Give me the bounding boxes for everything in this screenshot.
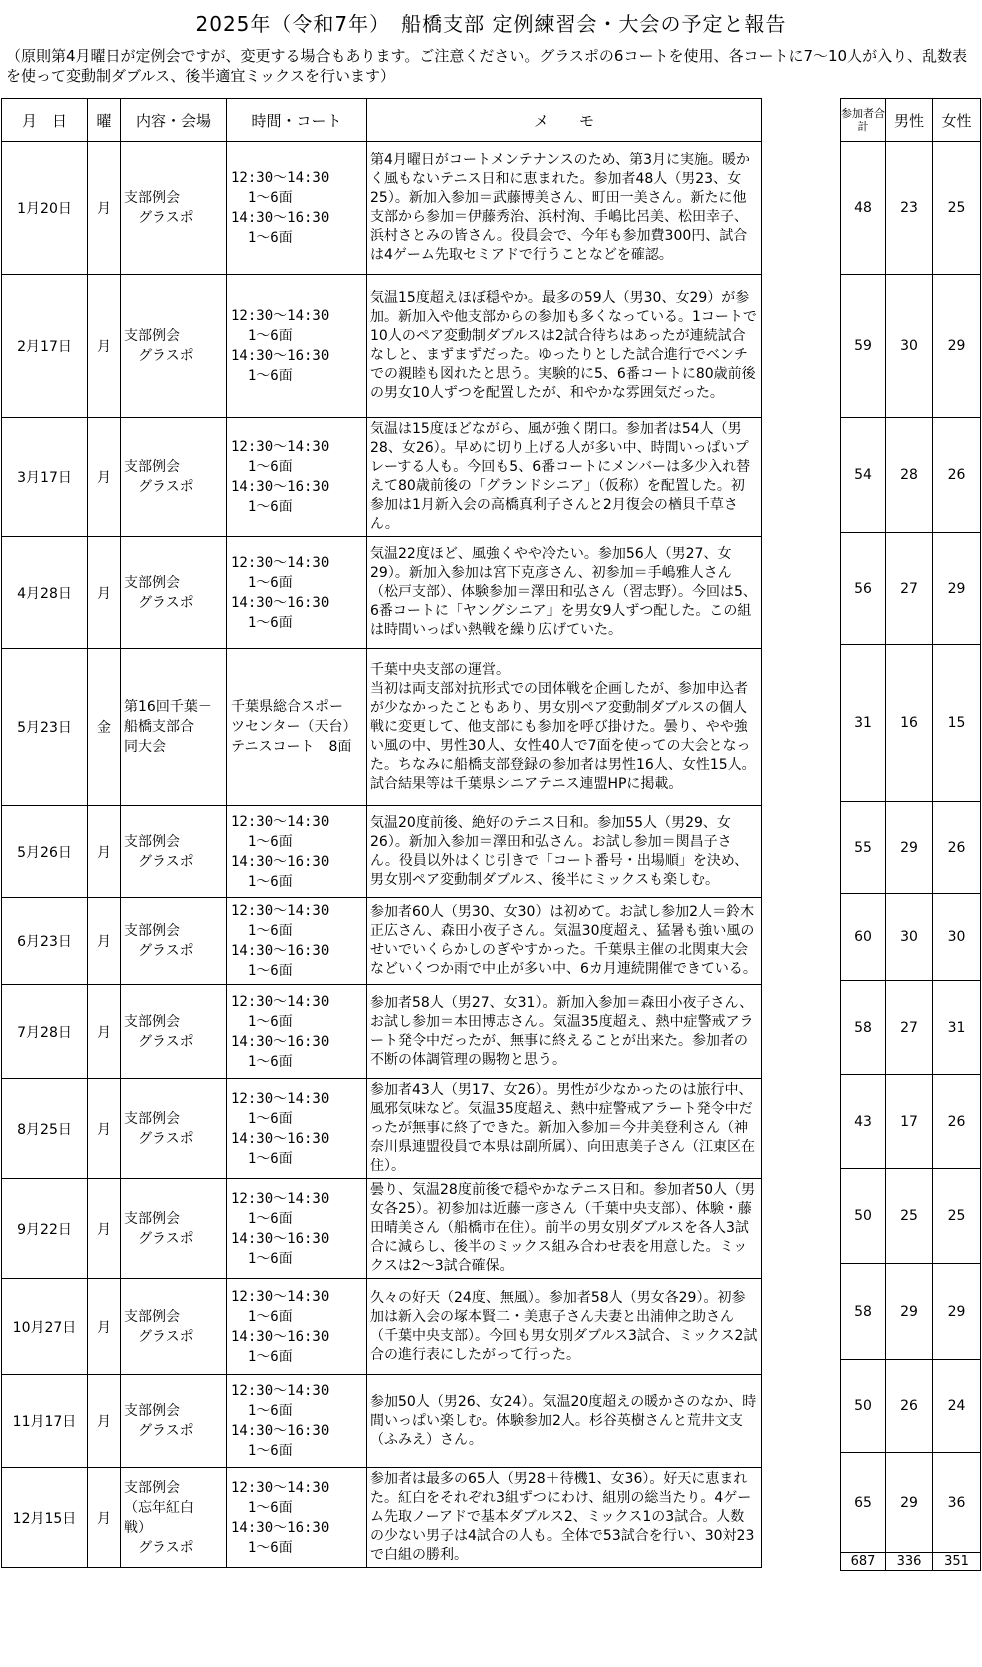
venue-cell: 支部例会 （忘年紅白 戦） グラスポ: [121, 1468, 227, 1568]
date-cell: 11月17日: [2, 1375, 88, 1468]
male-count: 16: [886, 645, 933, 802]
female-count: 25: [933, 1169, 981, 1264]
table-row: [2, 898, 762, 985]
weekday-cell: 月: [88, 275, 121, 418]
attendance-row: [841, 1453, 981, 1553]
weekday-cell: 月: [88, 1079, 121, 1179]
page-title: 2025年（令和7年） 船橋支部 定例練習会・大会の予定と報告: [195, 12, 787, 36]
total-count: 54: [841, 418, 886, 533]
time-court-cell: 12:30～14:30 1～6面 14:30～16:30 1～6面: [227, 418, 367, 537]
venue-cell: 支部例会 グラスポ: [121, 1079, 227, 1179]
venue-cell: 支部例会 グラスポ: [121, 985, 227, 1079]
memo-cell: 気温は15度ほどながら、風が強く閉口。参加者は54人（男28、女26）。早めに切り上げる人が多い中、時間いっぱいプレーする人も。今回も5、6番コートにメンバーは多少入れ替えて80歳前後の「グランドシニア」（仮称）を配置した。初参加は1月新入会の高橋真利子さんと2月復会の楢貝千草さん。: [367, 418, 762, 537]
date-cell: 7月28日: [2, 985, 88, 1079]
header-time: 時間・コート: [227, 99, 367, 142]
attendance-row: [841, 894, 981, 981]
weekday-cell: 月: [88, 1179, 121, 1279]
schedule-table: [1, 98, 762, 1568]
total-count: 65: [841, 1453, 886, 1553]
attendance-row: [841, 645, 981, 802]
male-count: 25: [886, 1169, 933, 1264]
total-count: 48: [841, 142, 886, 275]
table-row: [2, 1079, 762, 1179]
total-count: 50: [841, 1169, 886, 1264]
memo-cell: 曇り、気温28度前後で穏やかなテニス日和。参加者50人（男女各25）。初参加は近藤一彦さん（千葉中央支部）、体験・藤田晴美さん（船橋市在住）。前半の男女別ダブルスを各人3試合に減らし、後半のミックス組み合わせ表を用意した。ミックスは2～3試合確保。: [367, 1179, 762, 1279]
female-count: 26: [933, 802, 981, 894]
table-row: [2, 985, 762, 1079]
time-court-cell: 12:30～14:30 1～6面 14:30～16:30 1～6面: [227, 142, 367, 275]
grand-female: 351: [933, 1553, 981, 1571]
date-cell: 3月17日: [2, 418, 88, 537]
total-count: 58: [841, 981, 886, 1075]
date-cell: 1月20日: [2, 142, 88, 275]
date-cell: 6月23日: [2, 898, 88, 985]
time-court-cell: 12:30～14:30 1～6面 14:30～16:30 1～6面: [227, 898, 367, 985]
time-court-cell: 12:30～14:30 1～6面 14:30～16:30 1～6面: [227, 1279, 367, 1375]
schedule-header-row: [2, 99, 762, 142]
date-cell: 12月15日: [2, 1468, 88, 1568]
male-count: 29: [886, 1264, 933, 1360]
total-count: 55: [841, 802, 886, 894]
date-cell: 2月17日: [2, 275, 88, 418]
female-count: 29: [933, 1264, 981, 1360]
total-count: 60: [841, 894, 886, 981]
header-venue: 内容・会場: [121, 99, 227, 142]
date-cell: 9月22日: [2, 1179, 88, 1279]
time-court-cell: 12:30～14:30 1～6面 14:30～16:30 1～6面: [227, 1375, 367, 1468]
attendance-row: [841, 1169, 981, 1264]
female-count: 24: [933, 1360, 981, 1453]
date-cell: 10月27日: [2, 1279, 88, 1375]
totals-row: [841, 1553, 981, 1571]
table-row: [2, 537, 762, 649]
weekday-cell: 月: [88, 1468, 121, 1568]
attendance-row: [841, 275, 981, 418]
total-count: 43: [841, 1075, 886, 1169]
weekday-cell: 金: [88, 649, 121, 806]
total-count: 58: [841, 1264, 886, 1360]
memo-cell: 気温22度ほど、風強くやや冷たい。参加56人（男27、女29）。新加入参加は宮下克彦さん、初参加＝手嶋雅人さん（松戸支部）、体験参加＝澤田和弘さん（習志野）。今回は5、6番コートに「ヤングシニア」を男女9人ずつ配した。この組は時間いっぱい熱戦を繰り広げていた。: [367, 537, 762, 649]
table-row: [2, 142, 762, 275]
attendance-row: [841, 142, 981, 275]
attendance-row: [841, 1264, 981, 1360]
female-count: 36: [933, 1453, 981, 1553]
female-count: 31: [933, 981, 981, 1075]
attendance-header-row: [841, 99, 981, 142]
memo-cell: 気温20度前後、絶好のテニス日和。参加55人（男29、女26）。新加入参加＝澤田和弘さん。お試し参加＝関昌子さん。役員以外はくじ引きで「コート番号・出場順」を決め、男女別ペア変動制ダブルス、後半にミックスも楽しむ。: [367, 806, 762, 898]
venue-cell: 支部例会 グラスポ: [121, 898, 227, 985]
venue-cell: 支部例会 グラスポ: [121, 1279, 227, 1375]
venue-cell: 第16回千葉－ 船橋支部合 同大会: [121, 649, 227, 806]
weekday-cell: 月: [88, 985, 121, 1079]
male-count: 29: [886, 1453, 933, 1553]
table-row: [2, 1179, 762, 1279]
weekday-cell: 月: [88, 418, 121, 537]
date-cell: 8月25日: [2, 1079, 88, 1179]
header-dow: 曜: [88, 99, 121, 142]
table-row: [2, 806, 762, 898]
memo-cell: 参加者は最多の65人（男28＋待機1、女36）。好天に恵まれた。紅白をそれぞれ3組ずつにわけ、組別の総当たり。4ゲーム先取ノーアドで基本ダブルス2、ミックス1の3試合。人数の少ない男子は4試合の人も。全体で53試合を行い、30対23で白組の勝利。: [367, 1468, 762, 1568]
header-date: 月 日: [2, 99, 88, 142]
time-court-cell: 12:30～14:30 1～6面 14:30～16:30 1～6面: [227, 1468, 367, 1568]
table-row: [2, 1468, 762, 1568]
attendance-row: [841, 802, 981, 894]
attendance-table: [840, 98, 981, 1571]
weekday-cell: 月: [88, 806, 121, 898]
grand-total: 687: [841, 1553, 886, 1571]
male-count: 30: [886, 894, 933, 981]
weekday-cell: 月: [88, 1279, 121, 1375]
total-count: 59: [841, 275, 886, 418]
weekday-cell: 月: [88, 142, 121, 275]
female-count: 26: [933, 1075, 981, 1169]
table-row: [2, 1375, 762, 1468]
male-count: 26: [886, 1360, 933, 1453]
male-count: 29: [886, 802, 933, 894]
female-count: 30: [933, 894, 981, 981]
time-court-cell: 12:30～14:30 1～6面 14:30～16:30 1～6面: [227, 1079, 367, 1179]
memo-cell: 千葉中央支部の運営。 当初は両支部対抗形式での団体戦を企画したが、参加申込者が少なかったこともあり、男女別ペア変動制ダブルスの個人戦に変更して、他支部にも参加を呼び掛けた。曇り、やや強い風の中、男性30人、女性40人で7面を使っての大会となった。ちなみに船橋支部登録の参加者は男性16人、女性15人。試合結果等は千葉県シニアテニス連盟HPに掲載。: [367, 649, 762, 806]
grand-male: 336: [886, 1553, 933, 1571]
female-count: 29: [933, 533, 981, 645]
attendance-row: [841, 1360, 981, 1453]
venue-cell: 支部例会 グラスポ: [121, 1179, 227, 1279]
venue-cell: 支部例会 グラスポ: [121, 418, 227, 537]
male-count: 27: [886, 981, 933, 1075]
attendance-row: [841, 533, 981, 645]
table-row: [2, 649, 762, 806]
memo-cell: 参加者43人（男17、女26）。男性が少なかったのは旅行中、風邪気味など。気温35度超え、熱中症警戒アラート発令中だったが無事に終了できた。新加入参加＝今井美登利さん（神奈川県連盟役員で本県は副所属）、向田恵美子さん（江東区在住）。: [367, 1079, 762, 1179]
venue-cell: 支部例会 グラスポ: [121, 537, 227, 649]
time-court-cell: 12:30～14:30 1～6面 14:30～16:30 1～6面: [227, 806, 367, 898]
total-count: 56: [841, 533, 886, 645]
total-count: 31: [841, 645, 886, 802]
venue-cell: 支部例会 グラスポ: [121, 142, 227, 275]
male-count: 28: [886, 418, 933, 533]
weekday-cell: 月: [88, 1375, 121, 1468]
memo-cell: 参加者58人（男27、女31）。新加入参加＝森田小夜子さん、お試し参加＝本田博志さん。気温35度超え、熱中症警戒アラート発令中だったが、無事に終えることが出来た。参加者の不断の体調管理の賜物と思う。: [367, 985, 762, 1079]
female-count: 29: [933, 275, 981, 418]
memo-cell: 参加者60人（男30、女30）は初めて。お試し参加2人＝鈴木正広さん、森田小夜子さん。気温30度超え、猛暑も強い風のせいでいくらかしのぎやすかった。千葉県主催の北関東大会などいくつか雨で中止が多い中、6カ月連続開催できている。: [367, 898, 762, 985]
weekday-cell: 月: [88, 537, 121, 649]
weekday-cell: 月: [88, 898, 121, 985]
memo-cell: 参加50人（男26、女24）。気温20度超えの暖かさのなか、時間いっぱい楽しむ。体験参加2人。杉谷英樹さんと荒井文支（ふみえ）さん。: [367, 1375, 762, 1468]
intro-note: （原則第4月曜日が定例会ですが、変更する場合もあります。ご注意ください。グラスポの6コートを使用、各コートに7～10人が入り、乱数表を使って変動制ダブルス、後半適宜ミックスを行います）: [6, 47, 968, 85]
attendance-row: [841, 418, 981, 533]
header-male: 男性: [886, 99, 933, 142]
venue-cell: 支部例会 グラスポ: [121, 1375, 227, 1468]
venue-cell: 支部例会 グラスポ: [121, 806, 227, 898]
female-count: 15: [933, 645, 981, 802]
time-court-cell: 12:30～14:30 1～6面 14:30～16:30 1～6面: [227, 537, 367, 649]
time-court-cell: 12:30～14:30 1～6面 14:30～16:30 1～6面: [227, 985, 367, 1079]
time-court-cell: 千葉県総合スポー ツセンター（天台） テニスコート 8面: [227, 649, 367, 806]
header-memo: メ モ: [367, 99, 762, 142]
table-row: [2, 275, 762, 418]
memo-cell: 気温15度超えほぼ穏やか。最多の59人（男30、女29）が参加。新加入や他支部からの参加も多くなっている。1コートで10人のペア変動制ダブルスは2試合待ちはあったが連続試合なしと、まずまずだった。ゆったりとした試合進行でベンチでの親睦も図れたと思う。実験的に5、6番コートに80歳前後の男女10人ずつを配置したが、和やかな雰囲気だった。: [367, 275, 762, 418]
date-cell: 5月23日: [2, 649, 88, 806]
table-row: [2, 418, 762, 537]
attendance-row: [841, 981, 981, 1075]
time-court-cell: 12:30～14:30 1～6面 14:30～16:30 1～6面: [227, 275, 367, 418]
date-cell: 5月26日: [2, 806, 88, 898]
female-count: 26: [933, 418, 981, 533]
date-cell: 4月28日: [2, 537, 88, 649]
male-count: 30: [886, 275, 933, 418]
male-count: 23: [886, 142, 933, 275]
male-count: 27: [886, 533, 933, 645]
header-female: 女性: [933, 99, 981, 142]
memo-cell: 久々の好天（24度、無風）。参加者58人（男女各29）。初参加は新入会の塚本賢二・美恵子さん夫妻と出浦伸之助さん（千葉中央支部）。今回も男女別ダブルス3試合、ミックス2試合の進行表にしたがって行った。: [367, 1279, 762, 1375]
memo-cell: 第4月曜日がコートメンテナンスのため、第3月に実施。暖かく風もないテニス日和に恵まれた。参加者48人（男23、女25）。新加入参加＝武藤博美さん、町田一美さん。新たに他支部から参加＝伊藤秀治、浜村洵、手嶋比呂美、松田幸子、浜村さとみの皆さん。役員会で、今年も参加費300円、試合は4ゲーム先取セミアドで行うことなどを確認。: [367, 142, 762, 275]
total-count: 50: [841, 1360, 886, 1453]
attendance-row: [841, 1075, 981, 1169]
venue-cell: 支部例会 グラスポ: [121, 275, 227, 418]
time-court-cell: 12:30～14:30 1～6面 14:30～16:30 1～6面: [227, 1179, 367, 1279]
header-total: 参加者合計: [841, 99, 886, 142]
male-count: 17: [886, 1075, 933, 1169]
female-count: 25: [933, 142, 981, 275]
table-row: [2, 1279, 762, 1375]
